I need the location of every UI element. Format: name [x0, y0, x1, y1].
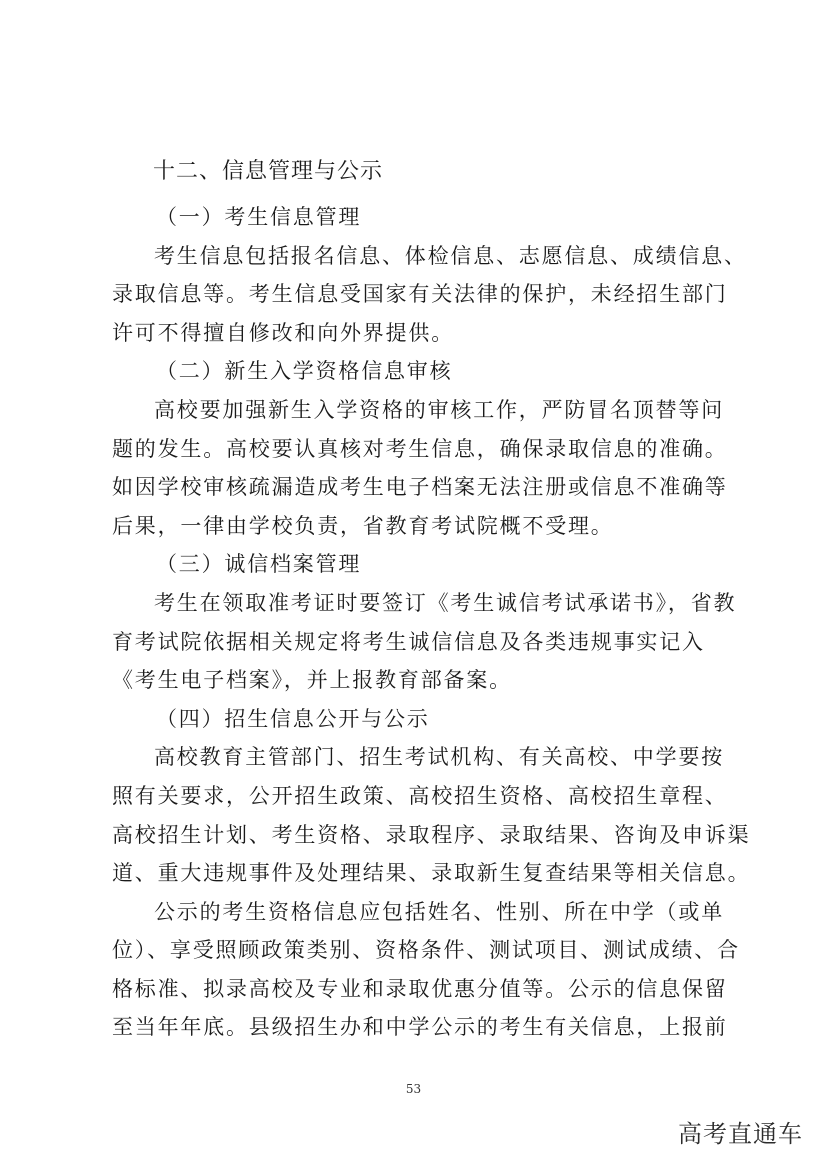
- body-text-line: 后果，一律由学校负责，省教育考试院概不受理。: [112, 513, 614, 538]
- body-text-line: 育考试院依据相关规定将考生诚信信息及各类违规事实记入: [112, 629, 705, 654]
- body-text-line: 如因学校审核疏漏造成考生电子档案无法注册或信息不准确等: [112, 475, 728, 500]
- body-text-line: 录取信息等。考生信息受国家有关法律的保护，未经招生部门: [112, 282, 728, 307]
- subsection-heading: （三）诚信档案管理: [156, 552, 362, 577]
- body-text-line: 至当年年底。县级招生办和中学公示的考生有关信息，上报前: [112, 1015, 728, 1040]
- subsection-heading: （一）考生信息管理: [156, 205, 362, 229]
- body-text-line: 高校招生计划、考生资格、录取程序、录取结果、咨询及申诉渠: [112, 822, 751, 847]
- section-title: 十二、信息管理与公示: [153, 159, 384, 184]
- subsection-heading: （二）新生入学资格信息审核: [156, 359, 453, 384]
- page-number: 53: [405, 1082, 422, 1096]
- body-text-line: 位）、享受照顾政策类别、资格条件、测试项目、测试成绩、合: [112, 938, 740, 963]
- document-body: [112, 198, 751, 1047]
- body-text-line: 高校教育主管部门、招生考试机构、有关高校、中学要按: [154, 745, 724, 770]
- body-text-line: 许可不得擅自修改和向外界提供。: [112, 320, 454, 345]
- subsection-heading: （四）招生信息公开与公示: [156, 706, 430, 731]
- body-text-line: 《考生电子档案》，并上报教育部备案。: [112, 668, 512, 693]
- body-text-line: 题的发生。高校要认真核对考生信息，确保录取信息的准确。: [112, 436, 728, 461]
- body-text-line: 考生在领取准考证时要签订《考生诚信考试承诺书》，省教: [154, 590, 737, 615]
- body-text-line: 照有关要求，公开招生政策、高校招生资格、高校招生章程、: [112, 783, 728, 808]
- body-text-line: 公示的考生资格信息应包括姓名、性别、所在中学（或单: [154, 899, 724, 924]
- body-text-line: 道、重大违规事件及处理结果、录取新生复查结果等相关信息。: [112, 861, 751, 886]
- body-text-line: 格标准、拟录高校及专业和录取优惠分值等。公示的信息保留: [112, 976, 728, 1001]
- body-text-line: 高校要加强新生入学资格的审核工作，严防冒名顶替等问: [154, 397, 724, 422]
- body-text-line: 考生信息包括报名信息、体检信息、志愿信息、成绩信息、: [154, 243, 747, 268]
- watermark-text: 高考直通车: [678, 1120, 803, 1148]
